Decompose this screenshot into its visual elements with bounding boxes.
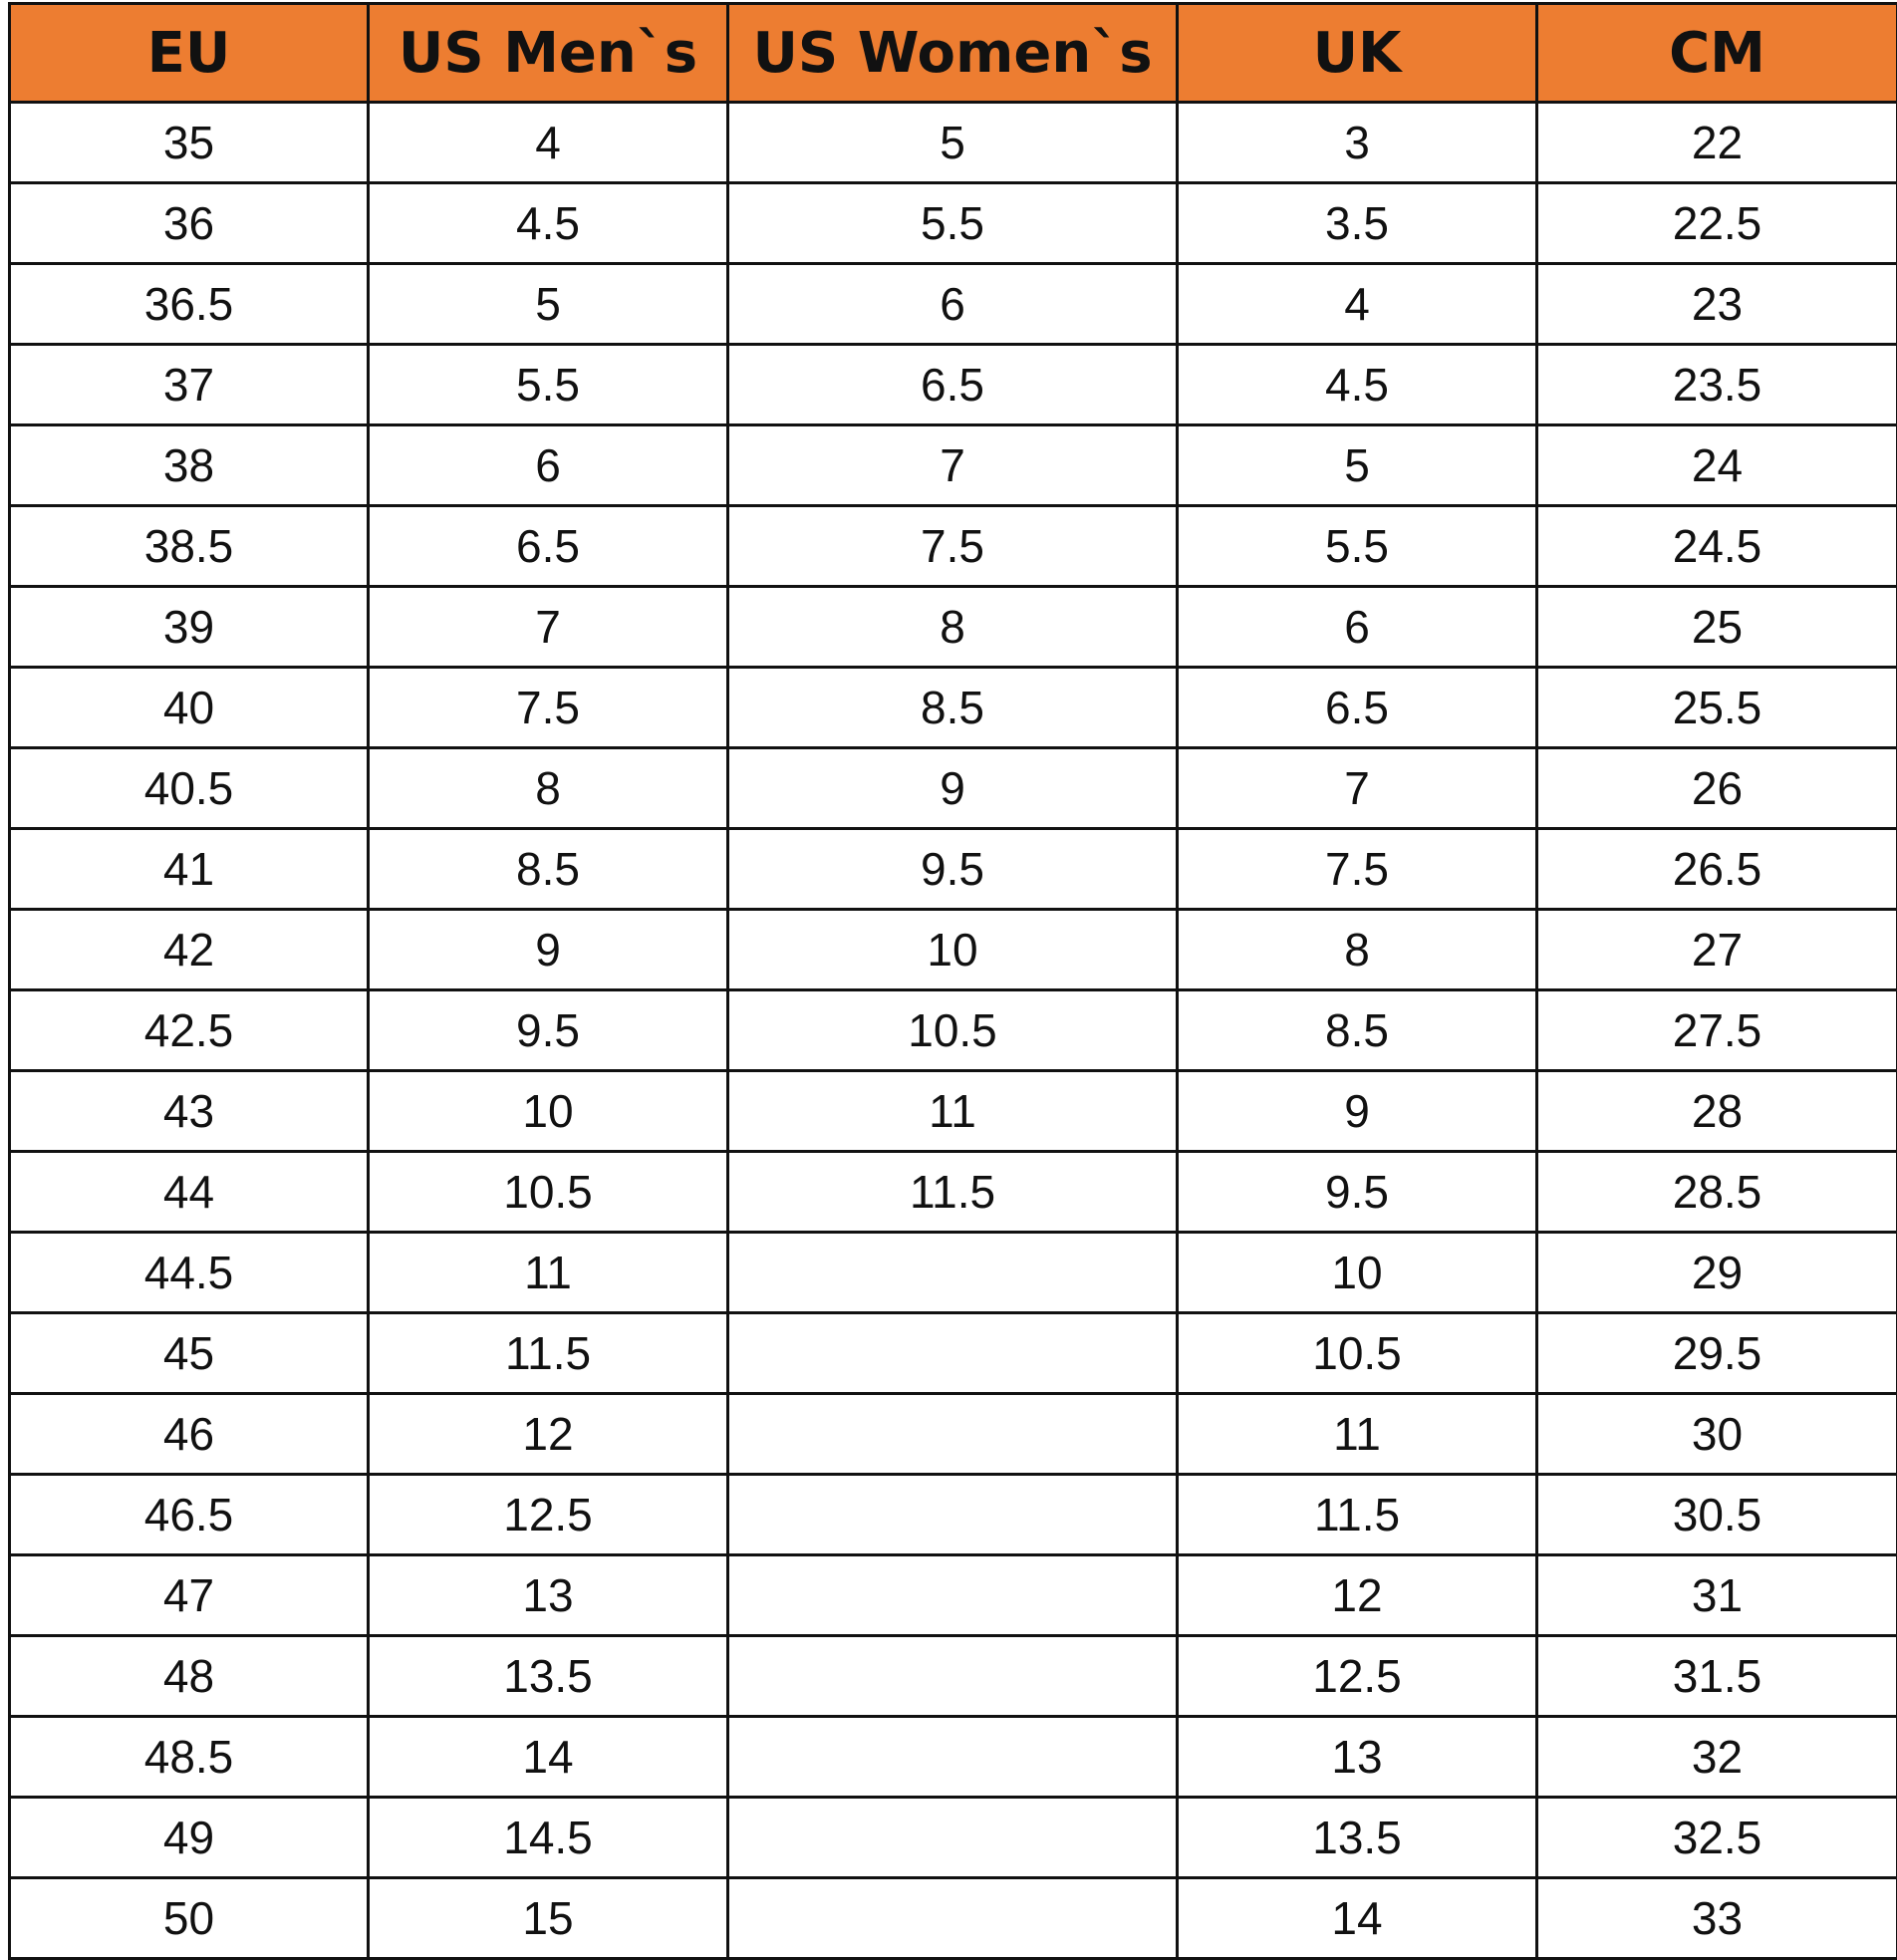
cell-us-mens: 5 bbox=[369, 264, 728, 345]
cell-us-mens: 8.5 bbox=[369, 829, 728, 910]
cell-uk: 7.5 bbox=[1178, 829, 1537, 910]
cell-eu: 42.5 bbox=[10, 990, 369, 1071]
cell-cm: 29 bbox=[1537, 1233, 1897, 1313]
table-row bbox=[10, 1152, 1897, 1233]
cell-uk: 14 bbox=[1178, 1878, 1537, 1959]
cell-eu: 36 bbox=[10, 183, 369, 264]
cell-cm: 30.5 bbox=[1537, 1475, 1897, 1555]
cell-us-womens: 10 bbox=[728, 910, 1178, 990]
cell-eu: 44 bbox=[10, 1152, 369, 1233]
cell-us-womens: 9 bbox=[728, 748, 1178, 829]
cell-us-womens: 8.5 bbox=[728, 668, 1178, 748]
cell-us-womens: 6 bbox=[728, 264, 1178, 345]
cell-eu: 37 bbox=[10, 345, 369, 425]
cell-us-mens: 12 bbox=[369, 1394, 728, 1475]
cell-uk: 8 bbox=[1178, 910, 1537, 990]
cell-us-mens: 9.5 bbox=[369, 990, 728, 1071]
cell-us-womens bbox=[728, 1636, 1178, 1717]
table-row bbox=[10, 910, 1897, 990]
table-row bbox=[10, 425, 1897, 506]
cell-us-womens: 11 bbox=[728, 1071, 1178, 1152]
cell-cm: 28.5 bbox=[1537, 1152, 1897, 1233]
cell-us-womens: 5 bbox=[728, 103, 1178, 183]
table-row bbox=[10, 587, 1897, 668]
cell-cm: 33 bbox=[1537, 1878, 1897, 1959]
cell-uk: 3 bbox=[1178, 103, 1537, 183]
cell-uk: 4.5 bbox=[1178, 345, 1537, 425]
cell-us-mens: 13.5 bbox=[369, 1636, 728, 1717]
header-uk: UK bbox=[1178, 4, 1537, 103]
cell-cm: 30 bbox=[1537, 1394, 1897, 1475]
cell-us-mens: 10.5 bbox=[369, 1152, 728, 1233]
cell-us-mens: 8 bbox=[369, 748, 728, 829]
cell-us-womens bbox=[728, 1798, 1178, 1878]
cell-eu: 38.5 bbox=[10, 506, 369, 587]
cell-us-womens bbox=[728, 1555, 1178, 1636]
cell-us-mens: 9 bbox=[369, 910, 728, 990]
header-us-mens: US Men`s bbox=[369, 4, 728, 103]
cell-us-womens: 8 bbox=[728, 587, 1178, 668]
cell-uk: 8.5 bbox=[1178, 990, 1537, 1071]
table-row bbox=[10, 829, 1897, 910]
table-row bbox=[10, 1475, 1897, 1555]
cell-us-mens: 12.5 bbox=[369, 1475, 728, 1555]
cell-us-womens: 5.5 bbox=[728, 183, 1178, 264]
cell-eu: 35 bbox=[10, 103, 369, 183]
table-row bbox=[10, 1636, 1897, 1717]
table-row bbox=[10, 1555, 1897, 1636]
cell-uk: 3.5 bbox=[1178, 183, 1537, 264]
cell-uk: 5 bbox=[1178, 425, 1537, 506]
header-us-womens: US Women`s bbox=[728, 4, 1178, 103]
cell-us-mens: 4.5 bbox=[369, 183, 728, 264]
cell-uk: 12 bbox=[1178, 1555, 1537, 1636]
cell-uk: 9.5 bbox=[1178, 1152, 1537, 1233]
cell-us-womens: 7 bbox=[728, 425, 1178, 506]
table-row bbox=[10, 990, 1897, 1071]
cell-cm: 25 bbox=[1537, 587, 1897, 668]
cell-eu: 50 bbox=[10, 1878, 369, 1959]
cell-us-womens: 10.5 bbox=[728, 990, 1178, 1071]
table-row bbox=[10, 1717, 1897, 1798]
cell-us-mens: 11 bbox=[369, 1233, 728, 1313]
cell-us-womens bbox=[728, 1878, 1178, 1959]
table-row bbox=[10, 103, 1897, 183]
cell-cm: 29.5 bbox=[1537, 1313, 1897, 1394]
cell-eu: 47 bbox=[10, 1555, 369, 1636]
table-row bbox=[10, 1798, 1897, 1878]
cell-us-womens bbox=[728, 1394, 1178, 1475]
cell-us-womens: 7.5 bbox=[728, 506, 1178, 587]
cell-us-womens: 9.5 bbox=[728, 829, 1178, 910]
table-row bbox=[10, 1071, 1897, 1152]
table-body bbox=[10, 103, 1897, 1959]
cell-eu: 40 bbox=[10, 668, 369, 748]
cell-uk: 13 bbox=[1178, 1717, 1537, 1798]
cell-eu: 46.5 bbox=[10, 1475, 369, 1555]
shoe-size-table bbox=[8, 2, 1897, 1960]
header-cm: CM bbox=[1537, 4, 1897, 103]
cell-uk: 10.5 bbox=[1178, 1313, 1537, 1394]
cell-eu: 39 bbox=[10, 587, 369, 668]
cell-uk: 4 bbox=[1178, 264, 1537, 345]
cell-eu: 41 bbox=[10, 829, 369, 910]
cell-cm: 23.5 bbox=[1537, 345, 1897, 425]
cell-uk: 12.5 bbox=[1178, 1636, 1537, 1717]
table-row bbox=[10, 506, 1897, 587]
cell-uk: 13.5 bbox=[1178, 1798, 1537, 1878]
cell-cm: 28 bbox=[1537, 1071, 1897, 1152]
cell-cm: 22.5 bbox=[1537, 183, 1897, 264]
cell-us-mens: 7 bbox=[369, 587, 728, 668]
cell-cm: 23 bbox=[1537, 264, 1897, 345]
cell-uk: 9 bbox=[1178, 1071, 1537, 1152]
cell-cm: 27.5 bbox=[1537, 990, 1897, 1071]
cell-us-mens: 15 bbox=[369, 1878, 728, 1959]
table-row bbox=[10, 1394, 1897, 1475]
cell-cm: 26 bbox=[1537, 748, 1897, 829]
cell-us-womens bbox=[728, 1313, 1178, 1394]
cell-eu: 48 bbox=[10, 1636, 369, 1717]
cell-eu: 38 bbox=[10, 425, 369, 506]
cell-us-mens: 4 bbox=[369, 103, 728, 183]
cell-cm: 24.5 bbox=[1537, 506, 1897, 587]
cell-us-mens: 6.5 bbox=[369, 506, 728, 587]
cell-eu: 42 bbox=[10, 910, 369, 990]
cell-uk: 7 bbox=[1178, 748, 1537, 829]
cell-cm: 31 bbox=[1537, 1555, 1897, 1636]
cell-us-womens: 6.5 bbox=[728, 345, 1178, 425]
table-row bbox=[10, 345, 1897, 425]
cell-eu: 48.5 bbox=[10, 1717, 369, 1798]
cell-uk: 10 bbox=[1178, 1233, 1537, 1313]
table-row bbox=[10, 668, 1897, 748]
cell-cm: 31.5 bbox=[1537, 1636, 1897, 1717]
table-row bbox=[10, 1233, 1897, 1313]
cell-us-womens bbox=[728, 1717, 1178, 1798]
cell-uk: 6.5 bbox=[1178, 668, 1537, 748]
header-row bbox=[10, 4, 1897, 103]
cell-uk: 11.5 bbox=[1178, 1475, 1537, 1555]
cell-us-mens: 5.5 bbox=[369, 345, 728, 425]
cell-cm: 24 bbox=[1537, 425, 1897, 506]
cell-cm: 32.5 bbox=[1537, 1798, 1897, 1878]
cell-cm: 32 bbox=[1537, 1717, 1897, 1798]
cell-us-womens bbox=[728, 1233, 1178, 1313]
cell-cm: 25.5 bbox=[1537, 668, 1897, 748]
cell-us-womens: 11.5 bbox=[728, 1152, 1178, 1233]
cell-us-mens: 11.5 bbox=[369, 1313, 728, 1394]
cell-eu: 45 bbox=[10, 1313, 369, 1394]
cell-eu: 36.5 bbox=[10, 264, 369, 345]
cell-eu: 44.5 bbox=[10, 1233, 369, 1313]
cell-us-womens bbox=[728, 1475, 1178, 1555]
table-row bbox=[10, 264, 1897, 345]
cell-us-mens: 7.5 bbox=[369, 668, 728, 748]
cell-uk: 6 bbox=[1178, 587, 1537, 668]
cell-uk: 11 bbox=[1178, 1394, 1537, 1475]
cell-us-mens: 14.5 bbox=[369, 1798, 728, 1878]
cell-us-mens: 14 bbox=[369, 1717, 728, 1798]
cell-us-mens: 6 bbox=[369, 425, 728, 506]
header-eu: EU bbox=[10, 4, 369, 103]
cell-cm: 22 bbox=[1537, 103, 1897, 183]
cell-eu: 49 bbox=[10, 1798, 369, 1878]
cell-cm: 27 bbox=[1537, 910, 1897, 990]
table-row bbox=[10, 748, 1897, 829]
cell-us-mens: 10 bbox=[369, 1071, 728, 1152]
table-row bbox=[10, 1313, 1897, 1394]
cell-eu: 46 bbox=[10, 1394, 369, 1475]
table-row bbox=[10, 183, 1897, 264]
cell-cm: 26.5 bbox=[1537, 829, 1897, 910]
cell-us-mens: 13 bbox=[369, 1555, 728, 1636]
cell-eu: 40.5 bbox=[10, 748, 369, 829]
table-row bbox=[10, 1878, 1897, 1959]
table-header bbox=[10, 4, 1897, 103]
cell-uk: 5.5 bbox=[1178, 506, 1537, 587]
cell-eu: 43 bbox=[10, 1071, 369, 1152]
